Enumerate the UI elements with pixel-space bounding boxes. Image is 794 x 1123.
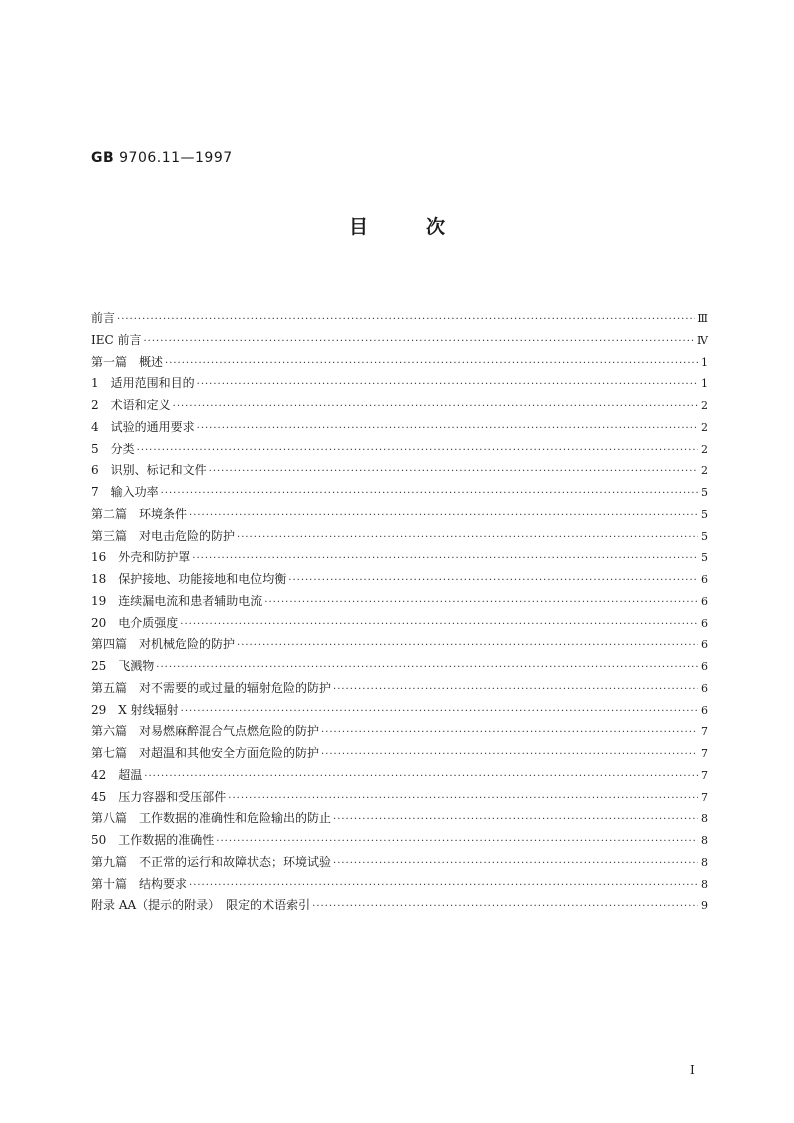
toc-entry-page: 7 (701, 747, 708, 760)
toc-entry-label: 29 X 射线辐射 (91, 702, 179, 717)
toc-leader-dots (189, 875, 698, 897)
toc-leader-dots (237, 527, 698, 549)
toc-leader-dots (144, 331, 696, 353)
toc-entry-label: 19 连续漏电流和患者辅助电流 (91, 593, 263, 608)
toc-entry-label: 5 分类 (91, 441, 135, 456)
toc-entry-page: 6 (701, 616, 708, 630)
toc-entry-label: 45 压力容器和受压部件 (91, 789, 227, 804)
toc-leader-dots (321, 722, 698, 744)
toc-entry-label: 2 术语和定义 (91, 398, 171, 412)
toc-leader-dots (181, 701, 698, 723)
toc-leader-dots (333, 679, 698, 701)
toc-entry[interactable] (91, 656, 708, 678)
toc-entry-page: 9 (701, 899, 708, 913)
toc-entry-page: 1 (701, 355, 708, 369)
toc-entry[interactable] (91, 678, 708, 700)
toc-entry[interactable] (91, 373, 708, 395)
toc-entry-page: 7 (701, 768, 708, 782)
toc-entry-label: 7 输入功率 (91, 485, 159, 499)
toc-entry[interactable] (91, 308, 708, 330)
toc-entry-label: 第四篇 对机械危险的防护 (91, 637, 236, 652)
toc-entry[interactable] (91, 721, 708, 743)
toc-leader-dots (237, 635, 698, 657)
toc-entry-label: 第十篇 结构要求 (91, 876, 188, 891)
toc-entry-page: 5 (701, 486, 708, 499)
toc-entry[interactable] (91, 504, 708, 526)
toc-entry-label: 第八篇 工作数据的准确性和危险输出的防止 (91, 811, 332, 826)
toc-entry-label: 50 工作数据的准确性 (91, 833, 215, 847)
toc-entry-label: 18 保护接地、功能接地和电位均衡 (91, 572, 287, 586)
toc-entry[interactable] (91, 634, 708, 656)
toc-entry[interactable] (91, 787, 708, 809)
toc-leader-dots (173, 396, 698, 418)
toc-leader-dots (333, 853, 698, 875)
toc-leader-dots (161, 483, 698, 505)
toc-entry[interactable] (91, 460, 708, 482)
toc-entry-label: 16 外壳和防护罩 (91, 550, 191, 565)
toc-entry-label: IEC 前言 (91, 332, 142, 347)
toc-entry[interactable] (91, 830, 708, 852)
toc-entry-page: 8 (701, 834, 708, 847)
toc-entry-page: 6 (701, 681, 708, 695)
toc-entry-page: 5 (701, 529, 708, 543)
toc-entry-label: 4 试验的通用要求 (91, 419, 195, 434)
toc-entry-label: 第二篇 环境条件 (91, 506, 188, 521)
toc-entry-label: 前言 (91, 311, 116, 325)
toc-entry-page: 2 (701, 420, 708, 434)
toc-entry-label: 第七篇 对超温和其他安全方面危险的防护 (91, 746, 320, 760)
toc-entry-page: 6 (701, 638, 708, 652)
toc-entry-label: 25 飞溅物 (91, 659, 155, 673)
toc-entry-page: 6 (701, 703, 708, 717)
toc-leader-dots (180, 614, 698, 636)
toc-leader-dots (288, 570, 698, 592)
toc-leader-dots (264, 592, 698, 614)
page-title-char-2: 次 (426, 216, 446, 238)
toc-entry[interactable] (91, 874, 708, 896)
toc-entry-page: Ⅳ (697, 333, 708, 347)
toc-entry[interactable] (91, 547, 708, 569)
toc-entry[interactable] (91, 743, 708, 765)
toc-entry-label: 第三篇 对电击危险的防护 (91, 528, 236, 543)
toc-entry[interactable] (91, 330, 708, 352)
toc-entry-page: 7 (701, 790, 708, 804)
toc-entry-page: 6 (701, 594, 708, 608)
toc-entry[interactable] (91, 895, 708, 917)
toc-leader-dots (209, 461, 698, 483)
toc-entry[interactable] (91, 526, 708, 548)
toc-entry-label: 第九篇 不正常的运行和故障状态；环境试验 (91, 854, 332, 869)
toc-entry-label: 6 识别、标记和文件 (91, 463, 207, 478)
page-title-char-1: 目 (348, 216, 368, 238)
standard-number: 9706.11—1997 (119, 150, 233, 166)
toc-entry[interactable] (91, 417, 708, 439)
toc-entry-page: 5 (701, 551, 708, 565)
toc-leader-dots (197, 374, 698, 396)
toc-entry-label: 附录 AA（提示的附录） 限定的术语索引 (91, 898, 311, 913)
toc-leader-dots (312, 896, 698, 918)
toc-entry[interactable] (91, 352, 708, 374)
toc-entry-page: 1 (701, 377, 708, 391)
toc-entry[interactable] (91, 569, 708, 591)
toc-entry[interactable] (91, 613, 708, 635)
toc-leader-dots (156, 657, 698, 679)
toc-leader-dots (165, 353, 698, 375)
toc-entry[interactable] (91, 482, 708, 504)
standard-code (91, 150, 233, 166)
toc-entry-page: 2 (701, 442, 708, 456)
toc-entry-page: 5 (701, 507, 708, 521)
standard-prefix: GB (91, 150, 115, 166)
toc-entry[interactable] (91, 439, 708, 461)
toc-entry-label: 第一篇 概述 (91, 354, 164, 369)
toc-entry-label: 1 适用范围和目的 (91, 376, 195, 391)
toc-entry-page: 8 (701, 877, 708, 891)
page-folio: I (690, 1063, 695, 1077)
toc-leader-dots (189, 505, 698, 527)
toc-entry-page: Ⅲ (697, 312, 708, 325)
toc-entry-page: 8 (701, 855, 708, 869)
toc-entry-page: 7 (701, 725, 708, 739)
toc-entry-label: 42 超温 (91, 767, 143, 782)
toc-entry-label: 20 电介质强度 (91, 615, 179, 630)
toc-leader-dots (192, 548, 698, 570)
toc-entry-page: 2 (701, 399, 708, 412)
toc-entry-page: 6 (701, 573, 708, 586)
toc-leader-dots (216, 831, 698, 853)
toc-leader-dots (144, 766, 698, 788)
toc-entry[interactable] (91, 700, 708, 722)
toc-leader-dots (117, 309, 695, 331)
page-title (0, 212, 794, 239)
toc-entry-label: 第六篇 对易燃麻醉混合气点燃危险的防护 (91, 724, 320, 739)
toc-leader-dots (197, 418, 698, 440)
toc-entry[interactable] (91, 852, 708, 874)
toc-entry[interactable] (91, 395, 708, 417)
toc-leader-dots (137, 440, 698, 462)
table-of-contents (91, 308, 708, 917)
toc-entry-page: 8 (701, 812, 708, 826)
toc-entry[interactable] (91, 591, 708, 613)
toc-entry[interactable] (91, 765, 708, 787)
toc-entry-page: 2 (701, 464, 708, 478)
toc-entry-label: 第五篇 对不需要的或过量的辐射危险的防护 (91, 680, 332, 695)
toc-entry[interactable] (91, 808, 708, 830)
toc-leader-dots (321, 744, 698, 766)
toc-leader-dots (333, 809, 698, 831)
toc-leader-dots (228, 788, 698, 810)
toc-entry-page: 6 (701, 660, 708, 673)
